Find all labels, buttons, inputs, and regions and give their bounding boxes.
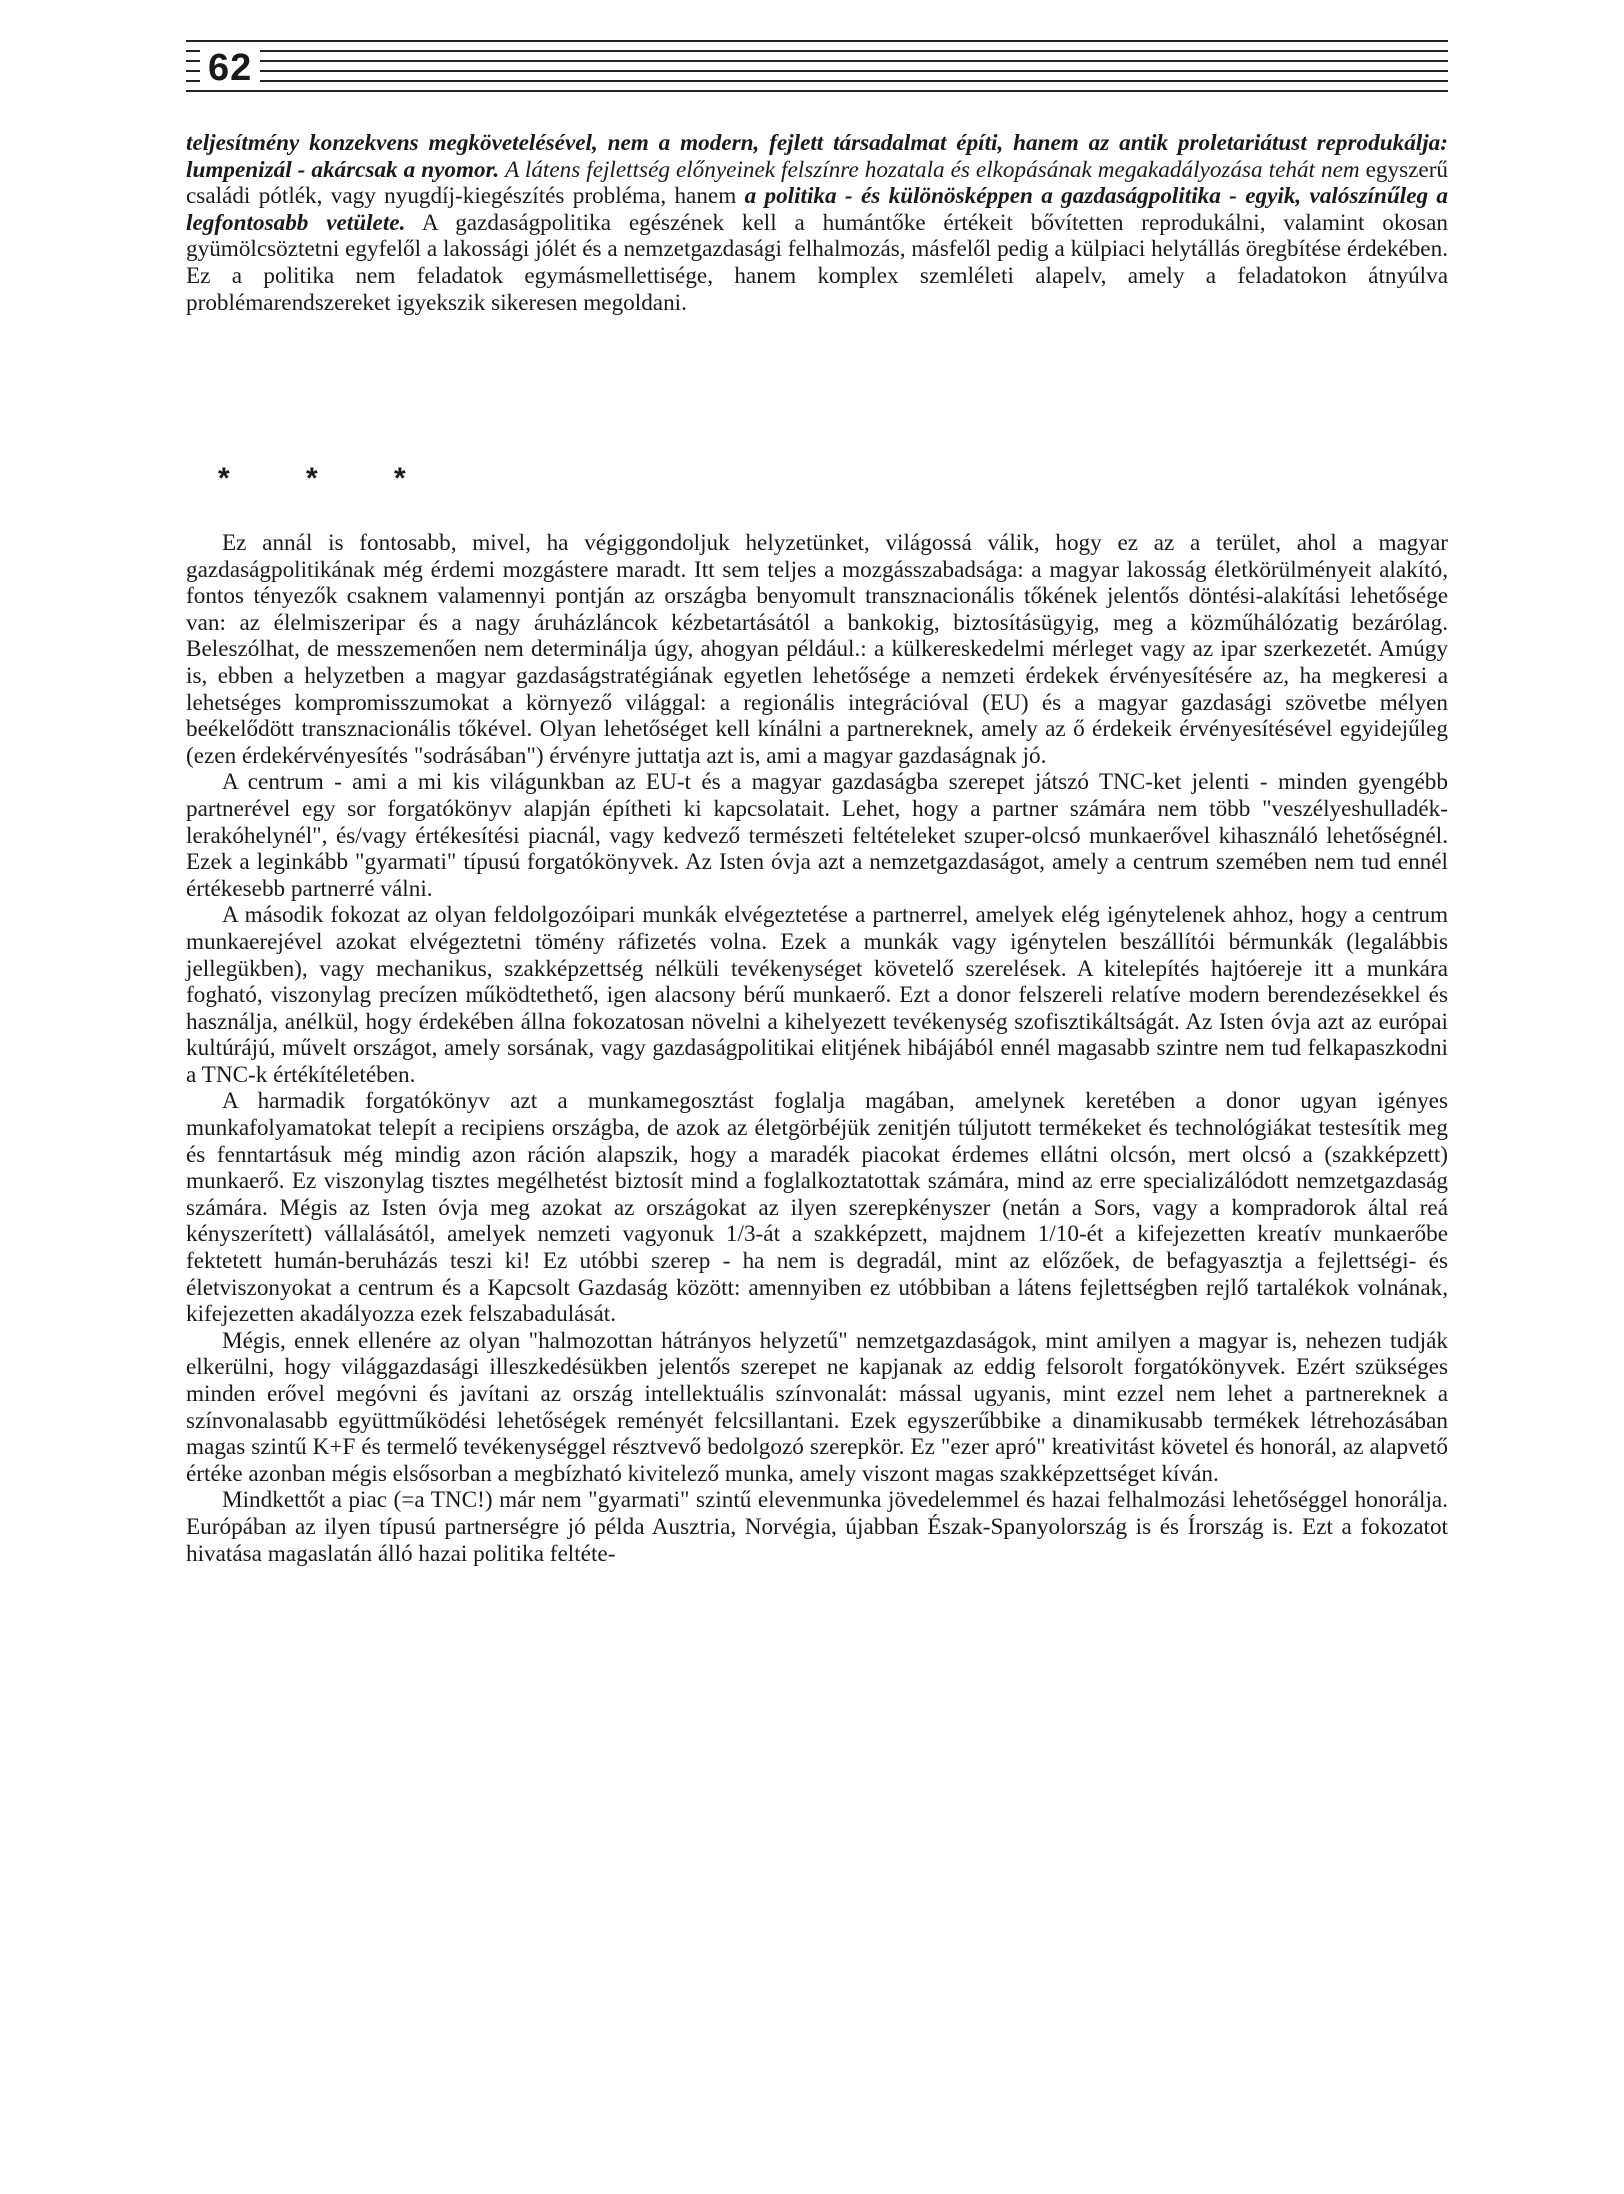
paragraph: A harmadik forgatókönyv azt a munkamegosztást foglalja magában, amelynek keretében a donor ugyan igényes munkafolyamatokat telepít a recipiens országba, de azok az életgörbéjük zenitjén túljutott termékeket és technológiákat testesítik meg és fenntartásuk még mindig azon ráción alapszik, hogy a maradék piacokat érdemes ellátni olcsón, mert olcsó a (szakképzett) munkaerő. Ez viszonylag tisztes megélhetést biztosít mind a foglalkoztatottak számára, mind az erre specializálódott nemzetgazdaság számára. Mégis az Isten óvja meg azokat az országokat az ilyen szerepkényszer (netán a Sors, vagy a kompradorok által reá kényszerített) vállalásától, amelyek nemzeti vagyonuk 1/3-át a szakképzett, majdnem 1/10-ét a kifejezetten kreatív munkaerőbe fektetett humán-beruházás teszi ki! Ez utóbbi szerep - ha nem is degradál, mint az előzőek, de befagyasztja a fejlettségi- és életviszonyokat a centrum és a Kapcsolt Gazdaság között: amennyiben ez utóbbiban a látens fejlettségben rejlő tartalékok volnának, kifejezetten akadályozza ezek felszabadulását.	[186, 1088, 1448, 1328]
header-rule	[186, 90, 1448, 92]
paragraph: A második fokozat az olyan feldolgozóipari munkák elvégeztetése a partnerrel, amelyek elég igénytelenek ahhoz, hogy a centrum munkaerejével azokat elvégeztetni tömény ráfizetés volna. Ezek a munkák vagy igénytelen beszállítói bérmunkák (legalábbis jellegükben), vagy mechanikus, szakképzettség nélküli tevékenységet követelő szerelések. A kitelepítés hajtóereje itt a munkára fogható, viszonylag precízen működtethető, igen alacsony bérű munkaerő. Ezt a donor felszereli relatíve modern berendezésekkel és használja, anélkül, hogy érdekében állna fokozatosan növelni a kihelyezett tevékenység szofisztikáltságát. Az Isten óvja azt az európai kultúrájú, művelt országot, amely sorsának, vagy gazdaságpolitikai elitjének hibájából ennél magasabb szintre nem tud felkapaszkodni a TNC-k értékítéletében.	[186, 902, 1448, 1088]
page-number: 62	[200, 48, 260, 88]
paragraph: A centrum - ami a mi kis világunkban az EU-t és a magyar gazdaságba szerepet játszó TNC-ket jelenti - minden gyengébb partnerével egy sor forgatókönyv alapján építheti ki kapcsolatait. Lehet, hogy a partner számára nem több "veszélyeshulladék-lerakóhelynél", és/vagy értékesítési piacnál, vagy kedvező természeti feltételeket szuper-olcsó munkaerővel kihasználó lehetőségnél. Ezek a leginkább "gyarmati" típusú forgatókönyvek. Az Isten óvja azt a nemzetgazdaságot, amely a centrum szemében nem tud ennél értékesebb partnerré válni.	[186, 769, 1448, 902]
paragraph: Mindkettőt a piac (=a TNC!) már nem "gyarmati" szintű elevenmunka jövedelemmel és hazai felhalmozási lehetőséggel honorálja. Európában az ilyen típusú partnerségre jó példa Ausztria, Norvégia, újabban Észak-Spanyolország is és Írország is. Ezt a fokozatot hivatása magaslatán álló hazai politika feltéte-	[186, 1487, 1448, 1567]
intro-text: A gazdaságpolitika egészének kell a humántőke értékeit bővítetten reprodukálni, valamint okosan gyümölcsöztetni egyfelől a lakossági jólét és a nemzetgazdasági felhalmozás, másfelől pedig a külpiaci helytállás öregbítése érdekében. Ez a politika nem feladatok egymásmellettisége, hanem komplex szemléleti alapelv, amely a feladatokon átnyúlva problémarendszereket igyekszik sikeresen megoldani.	[186, 209, 1448, 316]
main-text	[186, 530, 1448, 1567]
header-rule	[186, 60, 1448, 62]
header-rule	[186, 50, 1448, 52]
intro-text: egyszerű családi pótlék, vagy nyugdíj-kiegészítés probléma, hanem	[186, 156, 1449, 210]
intro-text-italic: A látens fejlettség előnyeinek felszínre hozatala és elkopásának megakadályozása tehát nem	[505, 156, 1360, 183]
intro-text-bold-italic: teljesítmény konzekvens megkövetelésével, nem a modern, fejlett társadalmat építi, hanem az antik proletariátust reprodukálja: lumpenizál - akárcsak a nyomor.	[186, 130, 1448, 183]
section-separator: * * *	[218, 462, 440, 495]
intro-text-bold-italic: a politika - és különösképpen a gazdaságpolitika - egyik, valószínűleg a legfontosabb vetülete.	[186, 183, 1448, 236]
paragraph: Ez annál is fontosabb, mivel, ha végiggondoljuk helyzetünket, világossá válik, hogy ez az a terület, ahol a magyar gazdaságpolitikának még érdemi mozgástere maradt. Itt sem teljes a mozgásszabadsága: a magyar lakosság életkörülményeit alakító, fontos tényezők csaknem valamennyi pontján az országba benyomult transznacionális tőkének jelentős döntési-alakítási lehetősége van: az élelmiszeripar és a nagy áruházláncok kézbetartásától a bankokig, biztosításügyig, meg a közműhálózatig bezárólag. Beleszólhat, de messzemenően nem determinálja úgy, ahogyan például.: a külkereskedelmi mérleget vagy az ipar szerkezetét. Amúgy is, ebben a helyzetben a magyar gazdaságstratégiának egyetlen lehetősége a nemzeti érdekek érvényesítésére az, ha megkeresi a lehetséges kompromisszumokat a környező világgal: a regionális integrációval (EU) és a magyar gazdasági szövetbe mélyen beékelődött transznacionális tőkével. Olyan lehetőséget kell kínálni a partnereknek, amely az ő érdekeik érvényesítésével egyidejűleg (ezen érdekérvényesítés "sodrásában") érvényre juttatja azt is, ami a magyar gazdaságnak jó.	[186, 530, 1448, 769]
page-header	[186, 38, 1448, 96]
header-rule	[186, 70, 1448, 72]
header-rule	[186, 80, 1448, 82]
header-rule	[186, 40, 1448, 42]
paragraph: Mégis, ennek ellenére az olyan "halmozottan hátrányos helyzetű" nemzetgazdaságok, mint amilyen a magyar is, nehezen tudják elkerülni, hogy világgazdasági illeszkedésükben jelentős szerepet ne kapjanak az eddig felsorolt forgatókönyvek. Ezért szükséges minden erővel megóvni és javítani az ország intellektuális színvonalát: mással ugyanis, mint ezzel nem lehet a partnereknek a színvonalasabb együttműködési lehetőségek reményét felcsillantani. Ezek egyszerűbbike a dinamikusabb termékek létrehozásában magas szintű K+F és termelő tevékenységgel résztvevő bedolgozó szerepkör. Ez "ezer apró" kreativitást követel és honorál, az alapvető értéke azonban mégis elsősorban a megbízható kivitelező munka, amely viszont magas szakképzettséget kíván.	[186, 1327, 1448, 1487]
intro-paragraph	[186, 130, 1448, 316]
